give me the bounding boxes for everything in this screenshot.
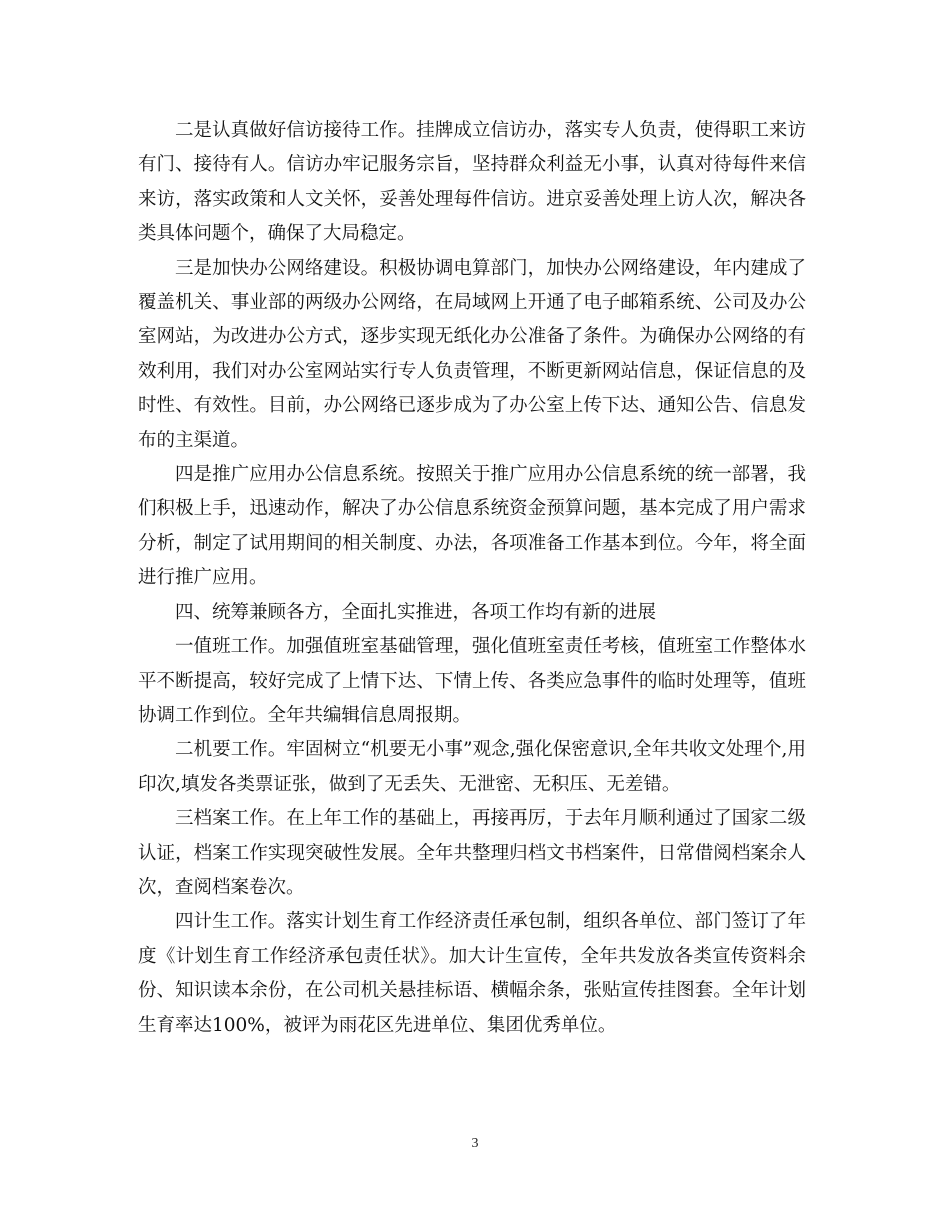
document-body [138, 114, 806, 1043]
paragraph-office-network: 三是加快办公网络建设。积极协调电算部门，加快办公网络建设，年内建成了覆盖机关、事业部的两级办公网络，在局域网上开通了电子邮箱系统、公司及办公室网站，为改进办公方式，逐步实现无纸化办公准备了条件。为确保办公网络的有效利用，我们对办公室网站实行专人负责管理，不断更新网站信息，保证信息的及时性、有效性。目前，办公网络已逐步成为了办公室上传下达、通知公告、信息发布的主渠道。 [138, 257, 806, 451]
paragraph-petition-reception: 二是认真做好信访接待工作。挂牌成立信访办，落实专人负责，使得职工来访有门、接待有人。信访办牢记服务宗旨，坚持群众利益无小事，认真对待每件来信来访，落实政策和人文关怀，妥善处理每件信访。进京妥善处理上访人次，解决各类具体问题个，确保了大局稳定。 [138, 120, 806, 245]
paragraph-confidential-work: 二机要工作。牢固树立“机要无小事”观念,强化保密意识,全年共收文处理个,用印次,填发各类票证张，做到了无丢失、无泄密、无积压、无差错。 [138, 739, 806, 795]
paragraph-family-planning-work: 四计生工作。落实计划生育工作经济责任承包制，组织各单位、部门签订了年度《计划生育工作经济承包责任状》。加大计生宣传，全年共发放各类宣传资料余份、知识读本余份，在公司机关悬挂标语、横幅余条，张贴宣传挂图套。全年计划生育率达100%，被评为雨花区先进单位、集团优秀单位。 [138, 911, 806, 1036]
page-number: 3 [471, 1136, 479, 1151]
section-heading-overall-progress: 四、统筹兼顾各方，全面扎实推进，各项工作均有新的进展 [175, 601, 657, 623]
paragraph-office-info-system: 四是推广应用办公信息系统。按照关于推广应用办公信息系统的统一部署，我们积极上手，迅速动作，解决了办公信息系统资金预算问题，基本完成了用户需求分析，制定了试用期间的相关制度、办法，各项准备工作基本到位。今年，将全面进行推广应用。 [138, 464, 806, 589]
paragraph-duty-work: 一值班工作。加强值班室基础管理，强化值班室责任考核，值班室工作整体水平不断提高，较好完成了上情下达、下情上传、各类应急事件的临时处理等，值班协调工作到位。全年共编辑信息周报期。 [138, 636, 806, 726]
paragraph-archives-work: 三档案工作。在上年工作的基础上，再接再厉，于去年月顺利通过了国家二级认证，档案工作实现突破性发展。全年共整理归档文书档案件，日常借阅档案余人次，查阅档案卷次。 [138, 808, 806, 898]
